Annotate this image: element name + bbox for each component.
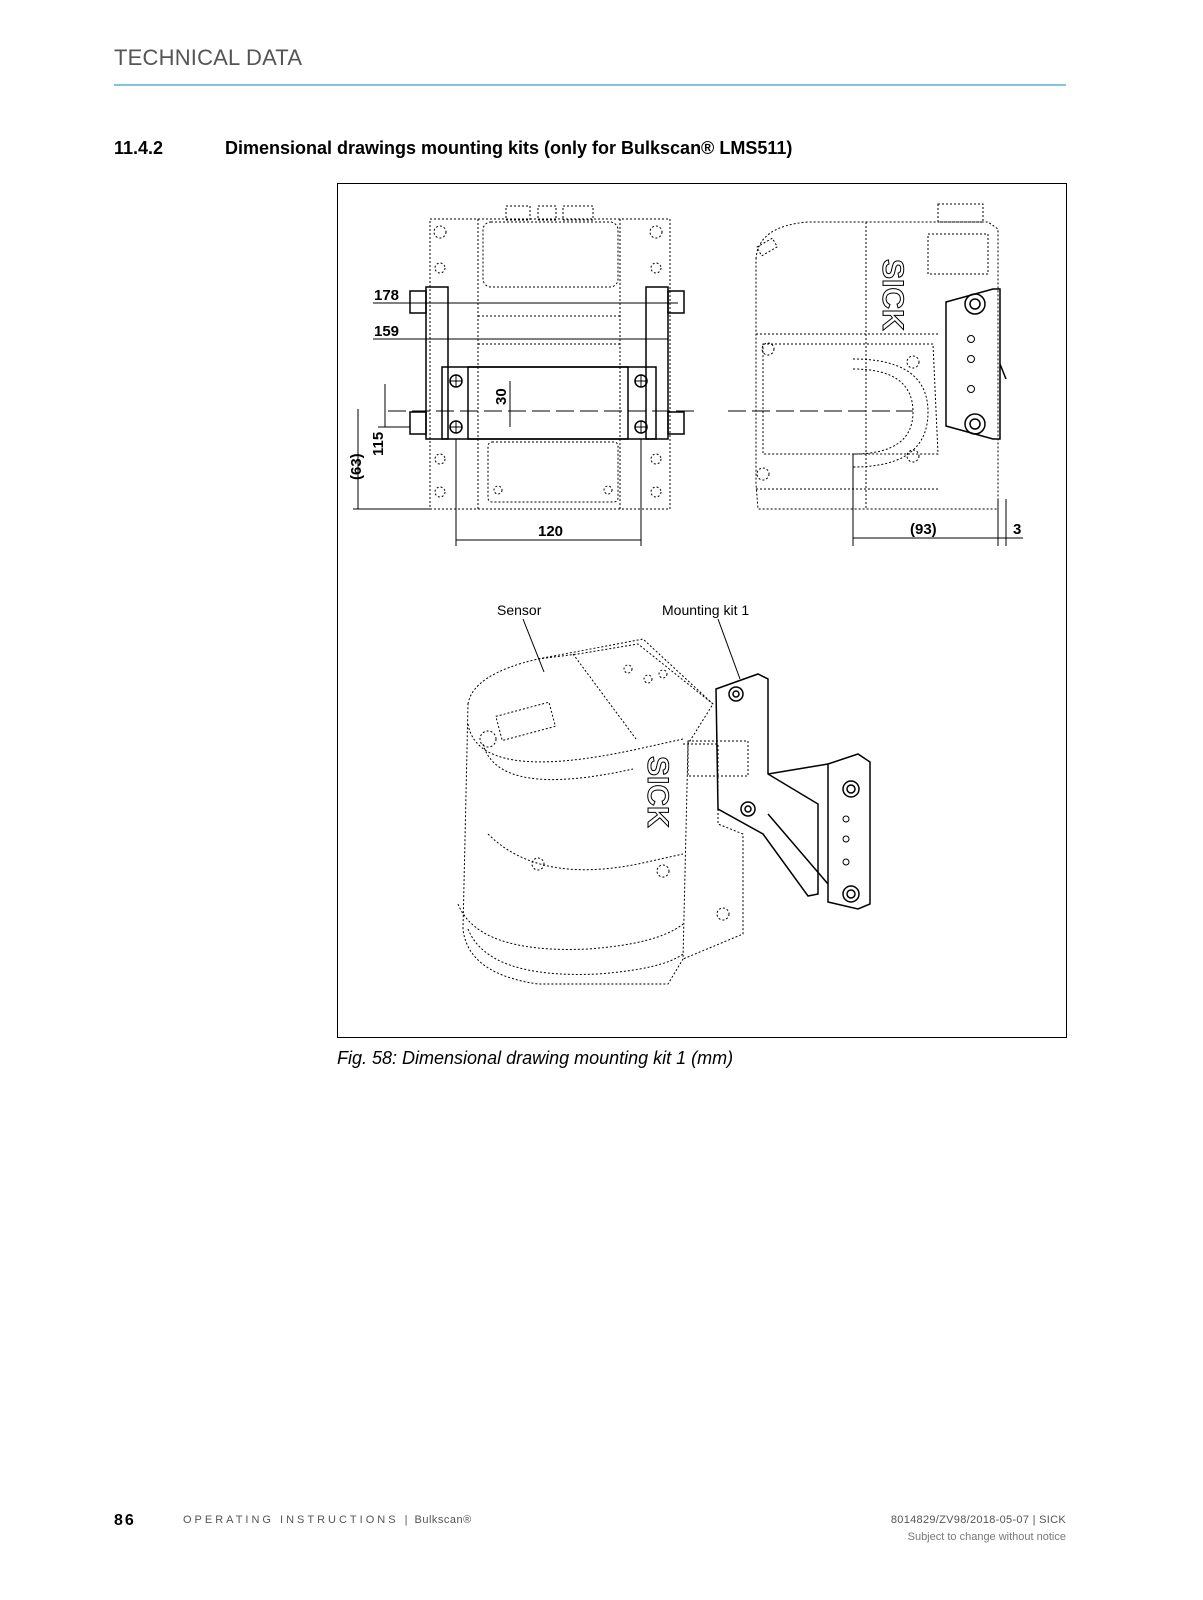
isometric-logo: SICK	[641, 756, 674, 828]
footer-doc-type: OPERATING INSTRUCTIONS	[183, 1514, 399, 1526]
page-header-title: TECHNICAL DATA	[114, 45, 303, 70]
footer-product: Bulkscan®	[414, 1514, 472, 1526]
front-view-bracket	[410, 287, 684, 439]
page-number: 86	[114, 1512, 136, 1529]
footer-separator: |	[404, 1514, 409, 1526]
dim-93-label: (93)	[910, 521, 937, 538]
header-rule	[114, 84, 1066, 86]
isometric-bracket	[716, 674, 870, 909]
sensor-label: Sensor	[497, 602, 542, 618]
dim-3-label: 3	[1013, 521, 1022, 538]
footer-note: Subject to change without notice	[907, 1531, 1066, 1543]
dimensional-drawing	[338, 184, 1068, 1039]
side-view-logo: SICK	[876, 259, 909, 331]
dim-115-label: 115	[370, 431, 387, 456]
footer-doc-id: 8014829/ZV98/2018-05-07 | SICK	[890, 1514, 1066, 1526]
side-view-bracket	[946, 289, 1006, 439]
dim-178-label: 178	[374, 287, 400, 304]
dim-120-label: 120	[538, 523, 564, 540]
figure-caption: Fig. 58: Dimensional drawing mounting kit 1 (mm)	[337, 1048, 734, 1068]
side-view-sensor	[756, 204, 998, 509]
footer-doc-info	[183, 1514, 472, 1526]
dim-63-label: (63)	[348, 453, 365, 480]
mounting-kit-label: Mounting kit 1	[662, 602, 750, 618]
front-dimension-lines	[353, 303, 678, 546]
dim-159-label: 159	[374, 323, 400, 340]
dim-30-label: 30	[493, 388, 510, 405]
isometric-sensor	[458, 639, 748, 984]
front-view-sensor	[430, 206, 670, 509]
section-number: 11.4.2	[114, 138, 164, 158]
section-title: Dimensional drawings mounting kits (only for Bulkscan® LMS511)	[225, 138, 793, 158]
figure-frame	[337, 183, 1067, 1038]
